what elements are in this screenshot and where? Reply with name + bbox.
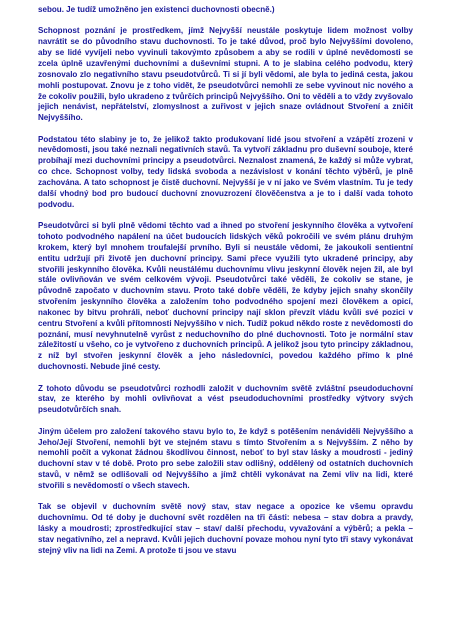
paragraph-1: sebou. Je tudíž umožněno jen existenci duchovnosti obecně.) [38, 5, 275, 14]
paragraph-4: Pseudotvůrci si byli plně vědomi těchto vad a ihned po stvoření jeskynního člověka a vytvoření tohoto podvodného napálení na účet budoucích lidských věků pokročili ve svém plánu druhým krokem, který byl mnohem troufalejší prvního. Byli si neustále vědomi, že jakoukoli sentientní entitu udržují při životě jen duchovní principy. Sami přece využili tyto ukradené principy, aby stvořili jeskynního člověka. Kvůli neustálému duchovnímu vlivu jeskynní člověk nejen žil, ale byl stále ovlivňován ve svém celkovém vývoji. Pseudotvůrci také věděli, že cokoliv se stane, je původně započato v duchovním stavu. Proto také dobře věděli, že kdyby jejich snahy skončily stvořením jeskynního člověka a založením toho podvodného spojení mezi člověkem a opicí, nakonec by bitvu prohráli, neboť duchovní principy nají sklon převzít vládu kvůli své pozici v centru Stvoření a kvůli přítomnosti Nejvyššího v nich. Tudíž pokud někdo roste z nevědomosti do poznání, musí nevyhnutelně vyrůst z neduchovního do plné duchovnosti. Toto je normální stav záležitostí u všeho, co je vytvořeno z duchovních principů. A jelikož jsou tyto principy základnou, z níž byl stvořen jeskynní člověk a jeho následovníci, povedou každého přímo k plné duchovnosti. Nebude jiné cesty. [38, 221, 413, 372]
paragraph-7: Tak se objevil v duchovním světě nový stav, stav negace a opozice ke všemu opravdu duchovnímu. Od té doby je duchovní svět rozdělen na tři části: nebesa – stav dobra a pravdy, lásky a moudrosti; zprostředkující stav – stav/ další přechodu, vyvažování a výběrů; a pekla – stav negativního, zel a nepravd. Kvůli jejich duchovní povaze mohou nyní tyto tři stavy vykonávat stejný vliv na lidi na Zemi. A protože ti jsou ve stavu [38, 502, 413, 555]
document-page [38, 5, 413, 567]
paragraph-6: Jiným účelem pro založení takového stavu bylo to, že když s potěšením nenáviděli Nejvyššího a Jeho/Její Stvoření, nemohli být ve stejném stavu s tímto Stvořením a s Nejvyšším. Z něho by nemohli počít a vykonat žádnou škodlivou činnost, neboť to byl stav lásky a moudrosti - jediný duchovní stav v té době. Proto pro sebe založili stav odlišný, oddělený od ostatních duchovních stavů, v němž se odlišovali od Nejvyššího a jímž chtěli vykonávat na Zemi vliv na lidi, které stvořili s nevědomostí o všech stavech. [38, 426, 413, 490]
paragraph-2: Schopnost poznání je prostředkem, jímž Nejvyšší neustále poskytuje lidem možnost volby navrátit se do původního stavu duchovnosti. To je také důvod, proč bylo Nejvyššími dovoleno, aby se lidé vyvíjeli nebo vyvinuli takovýmto způsobem a aby se rodili v úplné nevědomosti se zcela úplně uzavřenými duchovními a duševními stupni. A to je slabina celého podvodu, který zosnovalo zlo negativního stavu pseudotvůrců. Ti si jí byli vědomi, ale byla to jediná cesta, jakou mohli postupovat. Znovu je z toho vidět, že pseudotvůrci nemohli ze sebe vyvinout nic nového a že cokoliv použili, bylo ukradeno z tvůrčích principů Nejvyššího. Oni to věděli a to vždy zvyšovalo jejich nenávist, nepřátelství, zlomyslnost a zuřivost v jejich snaze ovládnout Stvoření a zničit Nejvyššího. [38, 26, 413, 123]
paragraph-3: Podstatou této slabiny je to, že jelikož takto produkovaní lidé jsou stvoření a vzápětí zrozeni v nevědomosti, jsou také neznali negativních stavů. Ta vytvoří základnu pro duševní souboje, které probíhají mezi duchovními principy a pseudotvůrci. Neznalost znamená, že každý si může vybrat, co chce. Schopnost volby, tedy lidská svoboda a nezávislost v konání těchto výběrů, je plně zachována. A tato schopnost je čistě duchovní. Nejvyšší je v ní jako ve Svém vlastním. Tu je tedy další vhodný bod pro budoucí duchovní znovuzrození člověčenstva a je to i další vada tohoto podvodu. [38, 134, 413, 209]
paragraph-5: Z tohoto důvodu se pseudotvůrci rozhodli založit v duchovním světě zvláštní pseudoduchovní stav, ze kterého by mohli ovlivňovat a vést pseudoduchovními prostředky výtvory svých pseudotvůrčích snah. [38, 383, 413, 415]
